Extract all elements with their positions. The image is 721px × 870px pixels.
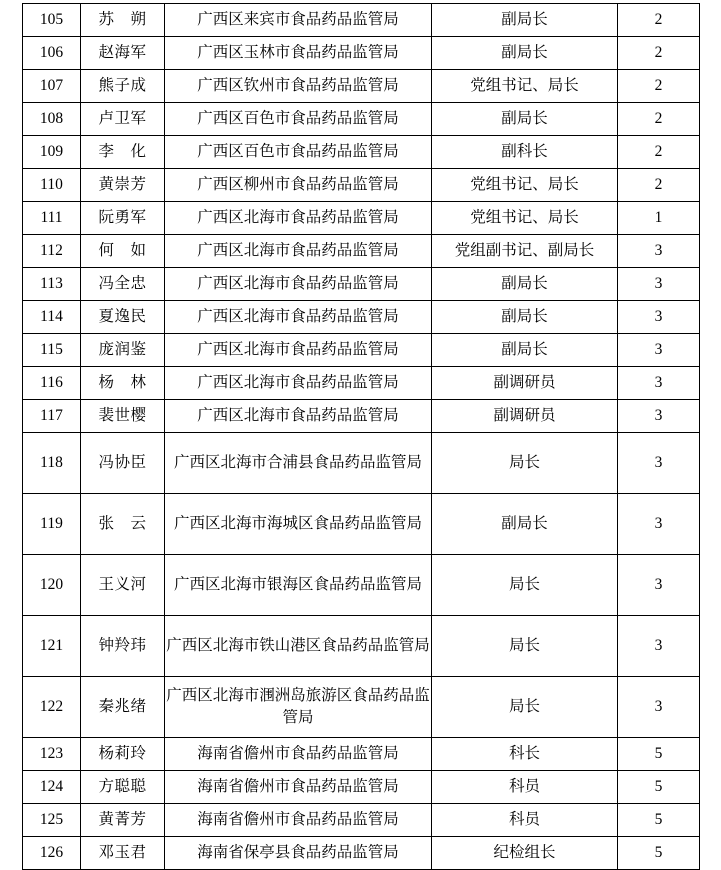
cell-position: 党组书记、局长 <box>432 70 618 103</box>
cell-serial-number: 126 <box>23 837 81 870</box>
cell-serial-number: 109 <box>23 136 81 169</box>
cell-position: 局长 <box>432 677 618 738</box>
cell-count: 3 <box>618 367 700 400</box>
cell-position: 科长 <box>432 738 618 771</box>
table-row <box>23 804 700 837</box>
cell-person-name: 钟羚玮 <box>81 616 165 677</box>
cell-organization: 广西区北海市涠洲岛旅游区食品药品监管局 <box>165 677 432 738</box>
table-row <box>23 677 700 738</box>
cell-serial-number: 115 <box>23 334 81 367</box>
table-row <box>23 235 700 268</box>
cell-position: 局长 <box>432 616 618 677</box>
cell-count: 3 <box>618 400 700 433</box>
cell-person-name: 卢卫军 <box>81 103 165 136</box>
cell-count: 3 <box>618 555 700 616</box>
cell-serial-number: 111 <box>23 202 81 235</box>
cell-count: 3 <box>618 616 700 677</box>
cell-organization: 广西区百色市食品药品监管局 <box>165 136 432 169</box>
table-row <box>23 738 700 771</box>
cell-count: 3 <box>618 677 700 738</box>
cell-person-name: 秦兆绪 <box>81 677 165 738</box>
cell-organization: 广西区北海市食品药品监管局 <box>165 202 432 235</box>
cell-position: 科员 <box>432 804 618 837</box>
cell-person-name: 冯全忠 <box>81 268 165 301</box>
table-row <box>23 433 700 494</box>
cell-organization: 广西区来宾市食品药品监管局 <box>165 4 432 37</box>
cell-count: 2 <box>618 103 700 136</box>
cell-person-name: 黄菁芳 <box>81 804 165 837</box>
cell-serial-number: 125 <box>23 804 81 837</box>
cell-position: 纪检组长 <box>432 837 618 870</box>
cell-serial-number: 114 <box>23 301 81 334</box>
cell-serial-number: 124 <box>23 771 81 804</box>
cell-organization: 广西区北海市食品药品监管局 <box>165 235 432 268</box>
cell-position: 副局长 <box>432 4 618 37</box>
cell-position: 副局长 <box>432 268 618 301</box>
cell-organization: 广西区北海市食品药品监管局 <box>165 268 432 301</box>
cell-count: 3 <box>618 433 700 494</box>
table-row <box>23 169 700 202</box>
cell-organization: 广西区钦州市食品药品监管局 <box>165 70 432 103</box>
cell-organization: 海南省儋州市食品药品监管局 <box>165 804 432 837</box>
cell-person-name: 庞润鉴 <box>81 334 165 367</box>
table-row <box>23 268 700 301</box>
cell-position: 党组书记、局长 <box>432 169 618 202</box>
cell-person-name: 王义河 <box>81 555 165 616</box>
cell-person-name: 张 云 <box>81 494 165 555</box>
cell-organization: 广西区北海市海城区食品药品监管局 <box>165 494 432 555</box>
cell-person-name: 苏 朔 <box>81 4 165 37</box>
cell-position: 副局长 <box>432 37 618 70</box>
roster-table <box>22 3 700 870</box>
cell-person-name: 杨 林 <box>81 367 165 400</box>
cell-position: 副局长 <box>432 301 618 334</box>
table-row <box>23 334 700 367</box>
table-row <box>23 4 700 37</box>
cell-organization: 海南省儋州市食品药品监管局 <box>165 771 432 804</box>
cell-person-name: 何 如 <box>81 235 165 268</box>
cell-serial-number: 110 <box>23 169 81 202</box>
cell-count: 2 <box>618 169 700 202</box>
table-row <box>23 400 700 433</box>
cell-organization: 广西区北海市银海区食品药品监管局 <box>165 555 432 616</box>
table-row <box>23 70 700 103</box>
table-row <box>23 103 700 136</box>
cell-serial-number: 112 <box>23 235 81 268</box>
cell-position: 局长 <box>432 555 618 616</box>
cell-organization: 广西区北海市食品药品监管局 <box>165 334 432 367</box>
cell-organization: 海南省保亭县食品药品监管局 <box>165 837 432 870</box>
cell-person-name: 方聪聪 <box>81 771 165 804</box>
cell-organization: 广西区北海市铁山港区食品药品监管局 <box>165 616 432 677</box>
cell-count: 2 <box>618 70 700 103</box>
cell-position: 副局长 <box>432 494 618 555</box>
cell-serial-number: 123 <box>23 738 81 771</box>
roster-table-body <box>23 4 700 870</box>
cell-serial-number: 120 <box>23 555 81 616</box>
cell-count: 3 <box>618 268 700 301</box>
cell-position: 党组书记、局长 <box>432 202 618 235</box>
cell-serial-number: 106 <box>23 37 81 70</box>
cell-serial-number: 105 <box>23 4 81 37</box>
cell-person-name: 赵海军 <box>81 37 165 70</box>
cell-serial-number: 113 <box>23 268 81 301</box>
cell-position: 党组副书记、副局长 <box>432 235 618 268</box>
cell-serial-number: 121 <box>23 616 81 677</box>
cell-organization: 广西区柳州市食品药品监管局 <box>165 169 432 202</box>
cell-count: 5 <box>618 804 700 837</box>
table-row <box>23 555 700 616</box>
cell-organization: 广西区北海市食品药品监管局 <box>165 301 432 334</box>
cell-count: 2 <box>618 136 700 169</box>
cell-count: 3 <box>618 334 700 367</box>
table-row <box>23 202 700 235</box>
cell-organization: 广西区百色市食品药品监管局 <box>165 103 432 136</box>
cell-serial-number: 107 <box>23 70 81 103</box>
cell-position: 副科长 <box>432 136 618 169</box>
cell-person-name: 李 化 <box>81 136 165 169</box>
cell-organization: 广西区玉林市食品药品监管局 <box>165 37 432 70</box>
cell-count: 3 <box>618 235 700 268</box>
cell-organization: 广西区北海市食品药品监管局 <box>165 367 432 400</box>
cell-person-name: 黄崇芳 <box>81 169 165 202</box>
cell-position: 副调研员 <box>432 400 618 433</box>
cell-count: 1 <box>618 202 700 235</box>
cell-count: 2 <box>618 37 700 70</box>
cell-position: 副局长 <box>432 103 618 136</box>
cell-serial-number: 117 <box>23 400 81 433</box>
cell-count: 2 <box>618 4 700 37</box>
table-row <box>23 136 700 169</box>
table-row <box>23 367 700 400</box>
table-row <box>23 771 700 804</box>
cell-count: 5 <box>618 771 700 804</box>
cell-position: 副局长 <box>432 334 618 367</box>
cell-person-name: 邓玉君 <box>81 837 165 870</box>
cell-count: 5 <box>618 837 700 870</box>
cell-position: 科员 <box>432 771 618 804</box>
cell-person-name: 杨莉玲 <box>81 738 165 771</box>
cell-count: 3 <box>618 301 700 334</box>
cell-position: 副调研员 <box>432 367 618 400</box>
cell-count: 5 <box>618 738 700 771</box>
cell-person-name: 冯协臣 <box>81 433 165 494</box>
table-row <box>23 301 700 334</box>
table-row <box>23 494 700 555</box>
cell-person-name: 熊子成 <box>81 70 165 103</box>
cell-serial-number: 119 <box>23 494 81 555</box>
table-row <box>23 37 700 70</box>
cell-person-name: 阮勇军 <box>81 202 165 235</box>
table-row <box>23 616 700 677</box>
cell-person-name: 夏逸民 <box>81 301 165 334</box>
cell-count: 3 <box>618 494 700 555</box>
cell-person-name: 裴世樱 <box>81 400 165 433</box>
cell-position: 局长 <box>432 433 618 494</box>
table-row <box>23 837 700 870</box>
cell-serial-number: 118 <box>23 433 81 494</box>
cell-organization: 广西区北海市食品药品监管局 <box>165 400 432 433</box>
cell-serial-number: 108 <box>23 103 81 136</box>
cell-organization: 广西区北海市合浦县食品药品监管局 <box>165 433 432 494</box>
cell-serial-number: 116 <box>23 367 81 400</box>
cell-organization: 海南省儋州市食品药品监管局 <box>165 738 432 771</box>
cell-serial-number: 122 <box>23 677 81 738</box>
